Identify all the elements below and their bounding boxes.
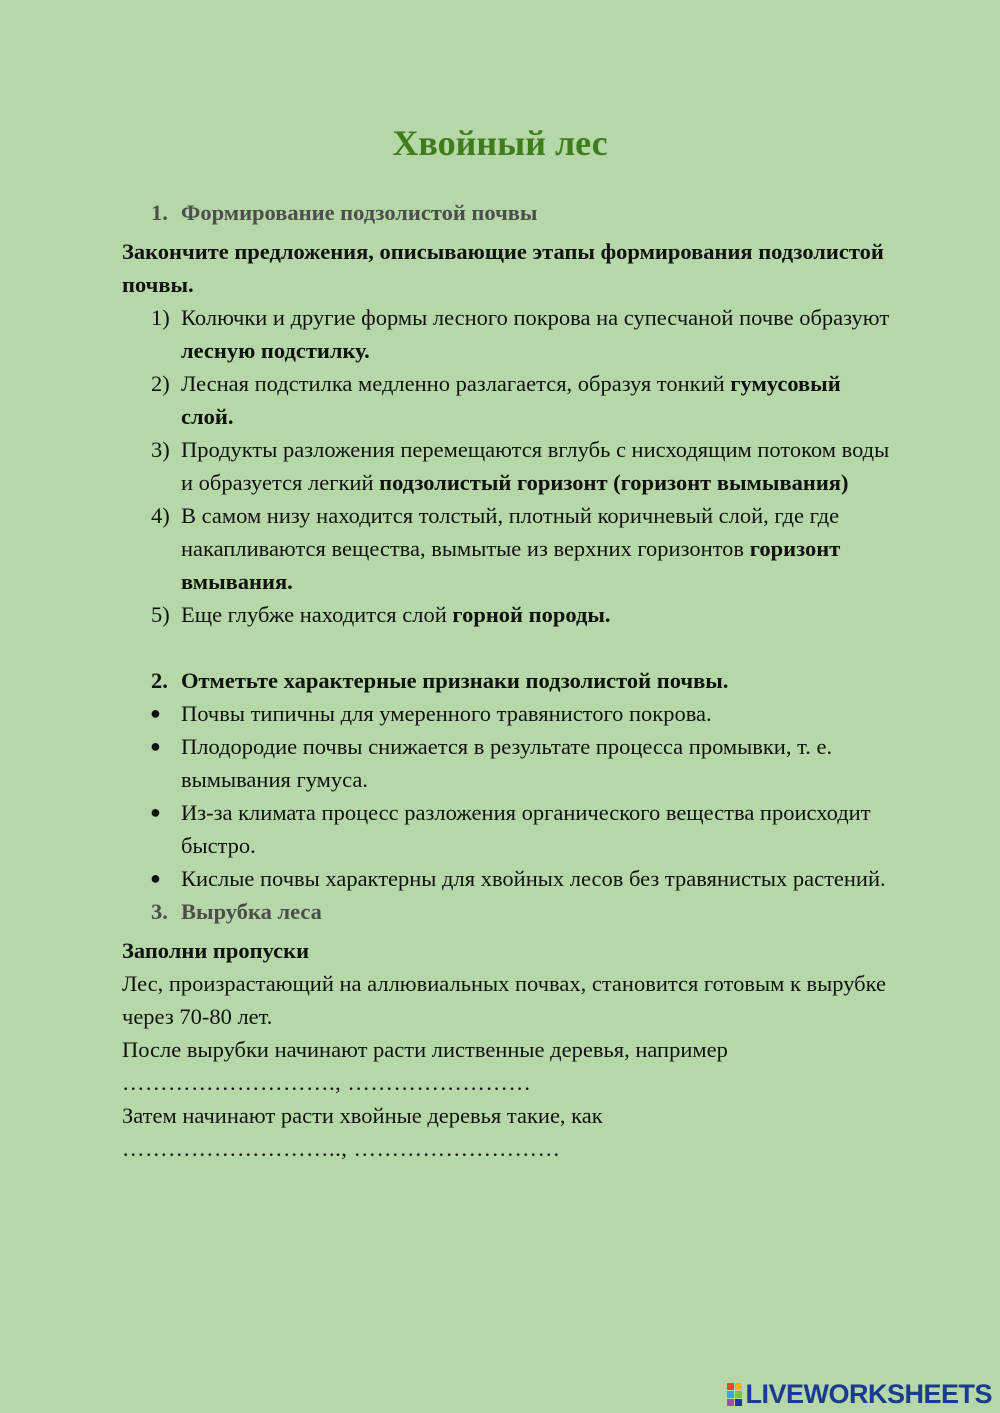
section1-heading — [122, 196, 892, 229]
page-title: Хвойный лес — [392, 123, 608, 163]
list-item — [122, 433, 892, 499]
section3-title: Вырубка леса — [181, 899, 322, 924]
liveworksheets-logo — [727, 1379, 992, 1409]
bullet-item[interactable] — [122, 730, 892, 796]
paragraph: Затем начинают расти хвойные деревья такие, как — [122, 1103, 603, 1128]
blank-field[interactable]: ………………………., …………………… — [122, 1070, 532, 1095]
item-answer: подзолистый горизонт (горизонт вымывания) — [379, 470, 849, 495]
bullet-item[interactable] — [122, 697, 892, 730]
item-text: В самом низу находится толстый, плотный коричневый слой, где где накапливаются вещества, вымытые из верхних горизонтов горизонт вмывания. — [181, 503, 841, 594]
section3-instruction: Заполни пропуски — [122, 938, 310, 963]
worksheet-body — [122, 196, 892, 1165]
list-item — [122, 367, 892, 433]
item-number: 4) — [151, 503, 170, 528]
logo-text: LIVEWORKSHEETS — [745, 1378, 992, 1409]
bullet-icon: ● — [150, 703, 161, 723]
list-item — [122, 598, 892, 631]
item-answer: лесную подстилку. — [181, 338, 370, 363]
section1-instruction: Закончите предложения, описывающие этапы формирования подзолистой почвы. — [122, 239, 884, 297]
bullet-item[interactable] — [122, 796, 892, 862]
item-answer: гумусовый слой. — [181, 371, 841, 429]
bullet-icon: ● — [150, 802, 161, 822]
logo-mark-icon — [727, 1383, 742, 1406]
bullet-item[interactable] — [122, 862, 892, 895]
bullet-text: Из-за климата процесс разложения органического вещества происходит быстро. — [181, 800, 871, 858]
item-text: Продукты разложения перемещаются вглубь с нисходящим потоком воды и образуется легкий подзолистый горизонт (горизонт вымывания) — [181, 437, 890, 495]
section3-heading — [122, 895, 892, 928]
item-number: 1) — [151, 305, 170, 330]
item-number: 2) — [151, 371, 170, 396]
section3-number: 3. — [151, 899, 168, 924]
list-item — [122, 499, 892, 598]
blank-field[interactable]: ……………………….., ……………………… — [122, 1136, 561, 1161]
section2-heading — [122, 664, 892, 697]
item-number: 3) — [151, 437, 170, 462]
paragraph: Лес, произрастающий на аллювиальных почвах, становится готовым к вырубке через 70-80 лет. — [122, 971, 886, 1029]
bullet-icon: ● — [150, 736, 161, 756]
section1-title: Формирование подзолистой почвы — [181, 200, 538, 225]
item-text: Еще глубже находится слой горной породы. — [181, 602, 611, 627]
section2-title: Отметьте характерные признаки подзолистой почвы. — [181, 668, 729, 693]
item-text: Лесная подстилка медленно разлагается, образуя тонкий гумусовый слой. — [181, 371, 841, 429]
paragraph: После вырубки начинают расти лиственные деревья, например — [122, 1037, 728, 1062]
item-text: Колючки и другие формы лесного покрова на супесчаной почве образуют лесную подстилку. — [181, 305, 890, 363]
section1-number: 1. — [151, 200, 168, 225]
item-answer: горизонт вмывания. — [181, 536, 841, 594]
item-number: 5) — [151, 602, 170, 627]
bullet-text: Кислые почвы характерны для хвойных лесов без травянистых растений. — [181, 866, 886, 891]
item-answer: горной породы. — [452, 602, 611, 627]
list-item — [122, 301, 892, 367]
bullet-icon: ● — [150, 868, 161, 888]
section2-number: 2. — [151, 668, 168, 693]
bullet-text: Почвы типичны для умеренного травянистого покрова. — [181, 701, 712, 726]
bullet-text: Плодородие почвы снижается в результате процесса промывки, т. е. вымывания гумуса. — [181, 734, 833, 792]
